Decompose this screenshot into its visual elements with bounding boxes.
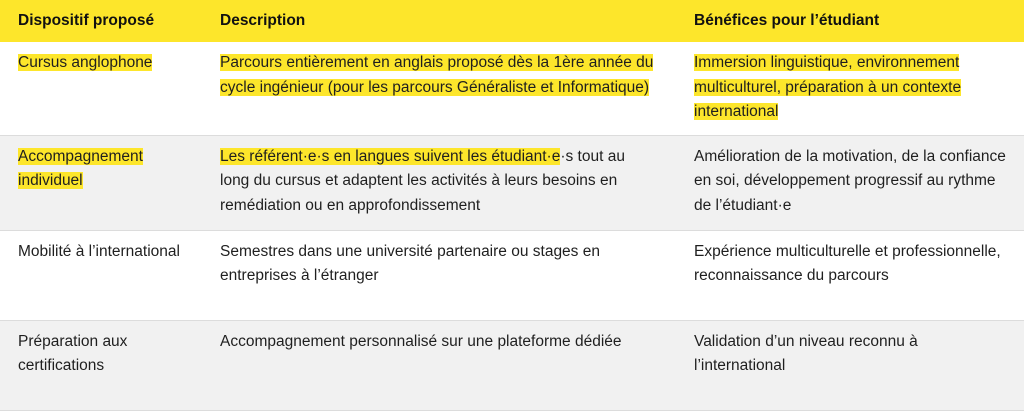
cell-text: Mobilité à l’international [18, 242, 180, 260]
cell-description [202, 42, 676, 135]
cell-benefices [676, 135, 1024, 230]
cell-dispositif [0, 230, 202, 320]
header-description: Description [220, 12, 306, 29]
table-body [0, 42, 1024, 410]
header-dispositif: Dispositif proposé [18, 12, 155, 29]
cell-text: Semestres dans une université partenaire ou stages en entreprises à l’étranger [220, 242, 600, 284]
table-row [0, 230, 1024, 320]
cell-benefices [676, 320, 1024, 410]
cell-text: Accompagnement personnalisé sur une plateforme dédiée [220, 332, 622, 350]
cell-text: ·s tout au long du cursus et adaptent les activités à leurs besoins en remédiation ou en approfondissement [220, 147, 625, 214]
cell-text: Préparation aux certifications [18, 332, 128, 374]
header-row [0, 0, 1024, 42]
cell-text: Expérience multiculturelle et professionnelle, reconnaissance du parcours [694, 242, 1001, 284]
table-row [0, 42, 1024, 135]
cell-dispositif [0, 42, 202, 135]
cell-dispositif [0, 320, 202, 410]
cell-benefices [676, 230, 1024, 320]
cell-text-highlighted: Accompagnement individuel [18, 147, 143, 189]
cell-text-highlighted: Parcours entièrement en anglais proposé dès la 1ère année du cycle ingénieur (pour les parcours Généraliste et Informatique) [220, 54, 654, 96]
cell-text-highlighted: Cursus anglophone [18, 54, 153, 71]
cell-benefices [676, 42, 1024, 135]
cell-text-highlighted: Les référent·e·s en langues suivent les étudiant·e [220, 147, 561, 165]
cell-description [202, 135, 676, 230]
table-row [0, 135, 1024, 230]
table-header [0, 0, 1024, 42]
cell-description [202, 230, 676, 320]
header-benefices: Bénéfices pour l’étudiant [694, 12, 880, 29]
cell-dispositif [0, 135, 202, 230]
table-row [0, 320, 1024, 410]
cell-text: Amélioration de la motivation, de la confiance en soi, développement progressif au rythme de l’étudiant·e [694, 147, 1006, 214]
cell-description [202, 320, 676, 410]
cell-text: Validation d’un niveau reconnu à l’international [694, 332, 918, 374]
cell-text-highlighted: Immersion linguistique, environnement multiculturel, préparation à un contexte international [694, 54, 962, 120]
